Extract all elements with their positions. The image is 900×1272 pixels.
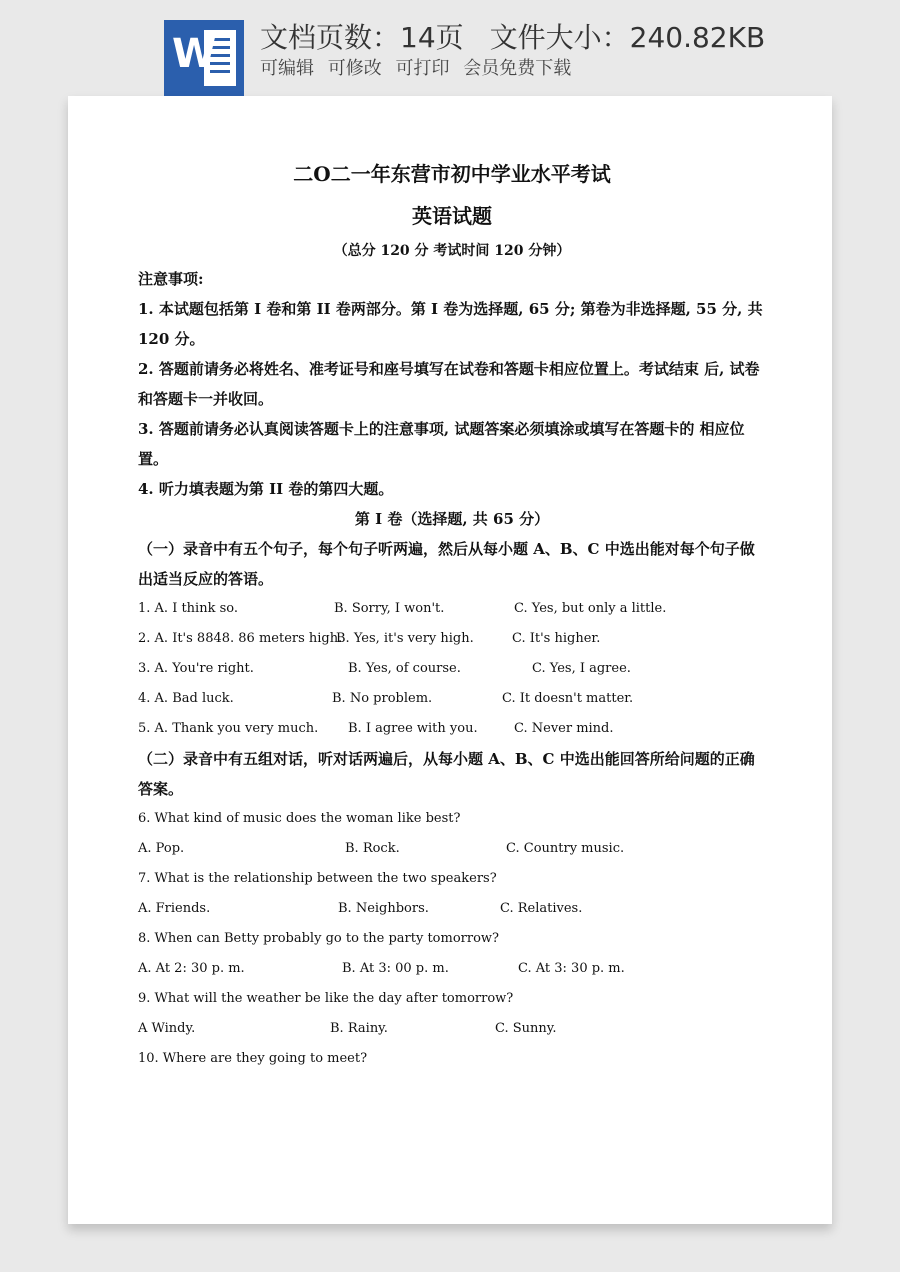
question-row — [138, 594, 766, 624]
option-a: A. Friends. — [138, 901, 211, 916]
question-row — [138, 684, 766, 714]
option-a: A Windy. — [138, 1021, 196, 1036]
file-meta — [260, 16, 765, 56]
note-item: 4. 听力填表题为第 II 卷的第四大题。 — [138, 480, 394, 498]
question-row — [138, 894, 766, 924]
option-b: B. At 3: 00 p. m. — [342, 961, 449, 976]
option-c: C. Country music. — [506, 841, 625, 856]
option-a: 3. A. You're right. — [138, 661, 254, 676]
question-row — [138, 1014, 766, 1044]
section2-instructions: （二）录音中有五组对话，听对话两遍后，从每小题 A、B、C 中选出能回答所给问题的正确答案。 — [138, 750, 755, 798]
download-banner — [0, 0, 900, 100]
option-b: B. Neighbors. — [338, 901, 429, 916]
question-row — [138, 714, 766, 744]
question-row — [138, 954, 766, 984]
page-count: 文档页数：14页 — [260, 21, 464, 54]
feature-modifiable: 可修改 — [327, 58, 382, 79]
document-page — [68, 96, 832, 1224]
exam-title: 二O二一年东营市初中学业水平考试 — [293, 162, 611, 186]
option-c: C. At 3: 30 p. m. — [518, 961, 625, 976]
option-b: B. Sorry, I won't. — [334, 601, 445, 616]
option-a: 4. A. Bad luck. — [138, 691, 234, 706]
question-row — [138, 654, 766, 684]
option-b: B. Yes, it's very high. — [336, 631, 474, 646]
option-b: B. No problem. — [332, 691, 433, 706]
question-text: 8. When can Betty probably go to the party tomorrow? — [138, 931, 499, 946]
option-a: A. At 2: 30 p. m. — [138, 961, 245, 976]
exam-subtitle: 英语试题 — [412, 204, 492, 228]
option-c: C. Never mind. — [514, 721, 614, 736]
word-icon-letter: W — [172, 31, 217, 77]
notes-heading: 注意事项: — [138, 270, 204, 288]
part1-title: 第 I 卷（选择题, 共 65 分） — [354, 510, 550, 528]
option-c: C. Sunny. — [495, 1021, 557, 1036]
question-text: 7. What is the relationship between the two speakers? — [138, 871, 497, 886]
option-a: 2. A. It's 8848. 86 meters high. — [138, 631, 343, 646]
feature-editable: 可编辑 — [260, 58, 314, 79]
option-b: B. Yes, of course. — [348, 661, 461, 676]
question-row — [138, 834, 766, 864]
question-text: 9. What will the weather be like the day after tomorrow? — [138, 991, 514, 1006]
option-b: B. Rock. — [345, 841, 400, 856]
section1-instructions: （一）录音中有五个句子，每个句子听两遍，然后从每小题 A、B、C 中选出能对每个句子做出适当反应的答语。 — [138, 540, 755, 588]
word-document-icon — [164, 20, 244, 96]
feature-member-download: 会员免费下载 — [463, 58, 572, 79]
question-row — [138, 624, 766, 654]
option-a: 1. A. I think so. — [138, 601, 238, 616]
note-item: 1. 本试题包括第 I 卷和第 II 卷两部分。第 I 卷为选择题, 65 分; 第卷为非选择题, 55 分, 共 120 分。 — [138, 300, 763, 348]
option-a: A. Pop. — [138, 841, 185, 856]
option-c: C. Yes, I agree. — [532, 661, 631, 676]
note-item: 2. 答题前请务必将姓名、准考证号和座号填写在试卷和答题卡相应位置上。考试结束 后, 试卷和答题卡一并收回。 — [138, 360, 760, 408]
feature-list — [260, 54, 579, 80]
file-size: 文件大小：240.82KB — [489, 21, 766, 54]
option-b: B. I agree with you. — [348, 721, 478, 736]
option-b: B. Rainy. — [330, 1021, 388, 1036]
document-content — [138, 158, 766, 1074]
question-text: 6. What kind of music does the woman like best? — [138, 811, 461, 826]
feature-printable: 可打印 — [395, 58, 450, 79]
option-c: C. Relatives. — [500, 901, 583, 916]
option-c: C. It's higher. — [512, 631, 601, 646]
option-a: 5. A. Thank you very much. — [138, 721, 319, 736]
exam-total-info: （总分 120 分 考试时间 120 分钟） — [333, 243, 571, 259]
question-text: 10. Where are they going to meet? — [138, 1051, 368, 1066]
note-item: 3. 答题前请务必认真阅读答题卡上的注意事项, 试题答案必须填涂或填写在答题卡的 相应位置。 — [138, 420, 745, 468]
option-c: C. It doesn't matter. — [502, 691, 634, 706]
option-c: C. Yes, but only a little. — [514, 601, 667, 616]
